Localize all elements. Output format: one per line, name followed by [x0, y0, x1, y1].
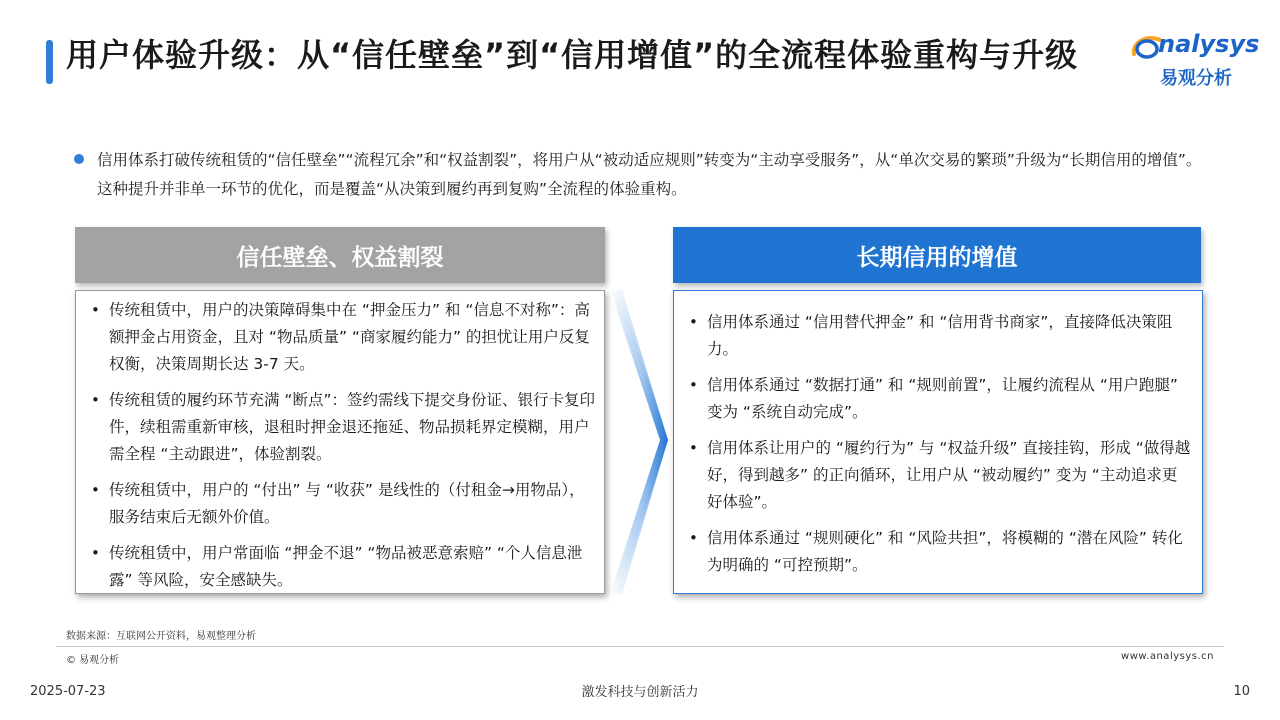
list-item: • 信用体系让用户的 “履约行为” 与 “权益升级” 直接挂钩，形成 “做得越好，得到越多” 的正向循环，让用户从 “被动履约” 变为 “主动追求更好体验”。: [680, 435, 1192, 516]
left-bullet-list: [76, 291, 604, 594]
copyright: © 易观分析: [66, 655, 120, 666]
right-panel: [673, 290, 1203, 594]
right-bullet-list: [674, 291, 1202, 579]
page-number: 10: [1233, 684, 1250, 699]
list-item: • 传统租赁中，用户的 “付出” 与 “收获” 是线性的（付租金→用物品），服务结束后无额外价值。: [82, 477, 596, 531]
left-panel-title: 信任壁垒、权益割裂: [75, 227, 605, 283]
logo-subtitle: 易观分析: [1160, 68, 1232, 89]
list-item: • 传统租赁中，用户的决策障碍集中在 “押金压力” 和 “信息不对称”：高额押金占用资金，且对 “物品质量” “商家履约能力” 的担忧让用户反复权衡，决策周期长达 3-7 天。: [82, 297, 596, 378]
intro-text: 信用体系打破传统租赁的“信任壁垒”“流程冗余”和“权益割裂”，将用户从“被动适应规则”转变为“主动享受服务”，从“单次交易的繁琐”升级为“长期信用的增值”。这种提升并非单一环节的优化，而是覆盖“从决策到履约再到复购”全流程的体验重构。: [97, 151, 1202, 198]
title-accent-bar: [46, 40, 53, 84]
list-item: • 传统租赁的履约环节充满 “断点”：签约需线下提交身份证、银行卡复印件，续租需重新审核，退租时押金退还拖延、物品损耗界定模糊，用户需全程 “主动跟进”，体验割裂。: [82, 387, 596, 468]
logo-wordmark: nalysys: [1158, 30, 1260, 58]
report-date: 2025-07-23: [30, 684, 106, 699]
footer-slogan: 激发科技与创新活力: [581, 685, 699, 700]
list-item: • 传统租赁中，用户常面临 “押金不退” “物品被恶意索赔” “个人信息泄露” 等风险，安全感缺失。: [82, 540, 596, 594]
list-item: • 信用体系通过 “数据打通” 和 “规则前置”，让履约流程从 “用户跑腿” 变为 “系统自动完成”。: [680, 372, 1192, 426]
data-source-note: 数据来源：互联网公开资料，易观整理分析: [66, 631, 256, 642]
analysys-logo: [1130, 30, 1260, 96]
page-title: 用户体验升级：从“信任壁垒”到“信用增值”的全流程体验重构与升级: [66, 36, 1079, 74]
right-panel-title: 长期信用的增值: [673, 227, 1201, 283]
left-panel: [75, 290, 605, 594]
website-link[interactable]: www.analysys.cn: [1121, 651, 1214, 662]
bullet-dot-icon: [74, 154, 84, 164]
list-item: • 信用体系通过 “规则硬化” 和 “风险共担”，将模糊的 “潜在风险” 转化为明确的 “可控预期”。: [680, 525, 1192, 579]
intro-paragraph: [74, 146, 1204, 204]
transition-arrow-icon: [610, 290, 670, 594]
list-item: • 信用体系通过 “信用替代押金” 和 “信用背书商家”，直接降低决策阻力。: [680, 309, 1192, 363]
footer-divider: [56, 646, 1224, 647]
